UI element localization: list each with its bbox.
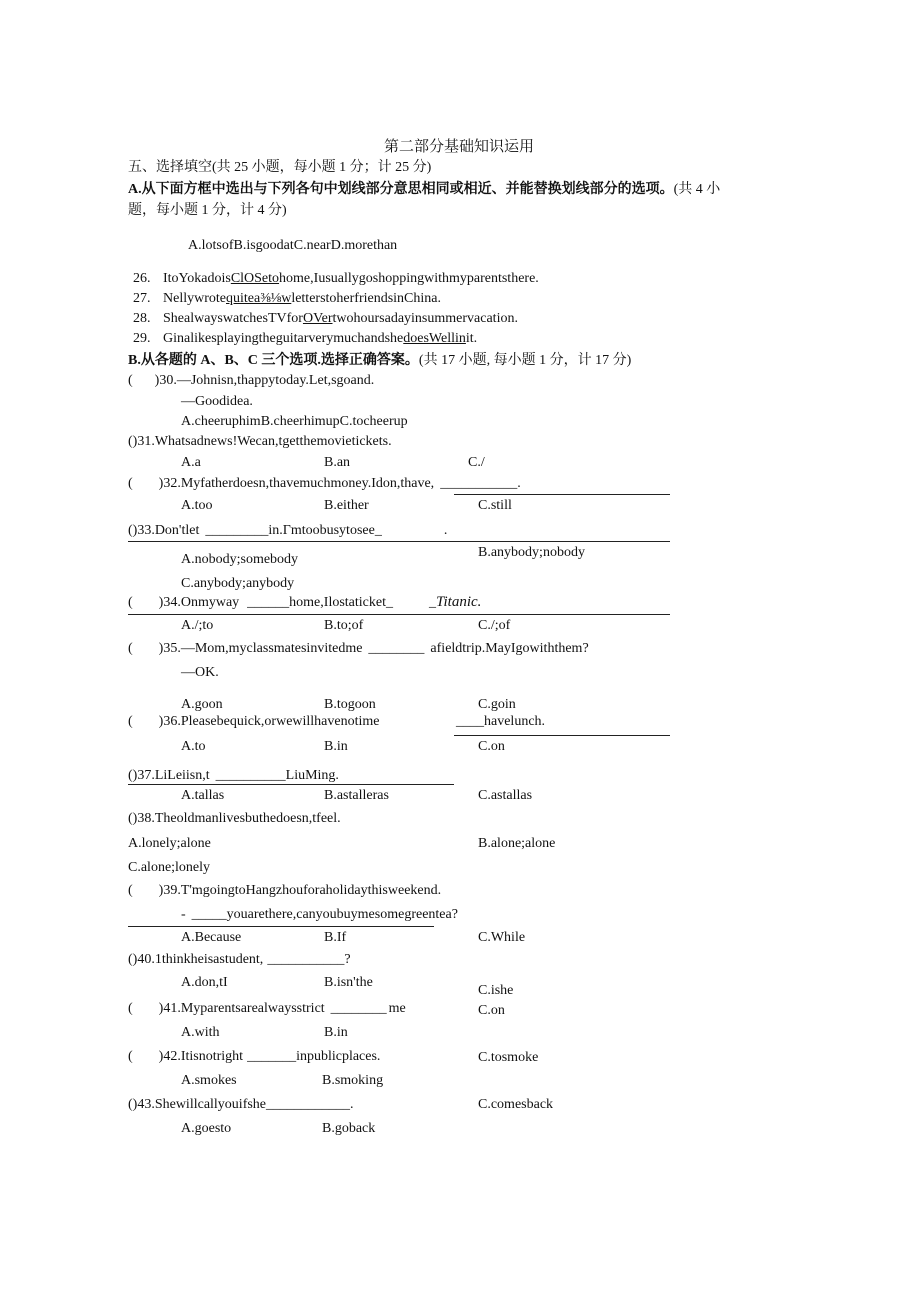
- option-c: C.ishe: [478, 983, 514, 998]
- answer-blank: _________: [205, 523, 269, 538]
- question-28: [133, 310, 518, 328]
- option-c: C.comesback: [478, 1097, 554, 1112]
- section-heading-label: 五、选择填空: [128, 160, 212, 175]
- answer-blank: _: [428, 595, 436, 610]
- question-stem: )35.—Mom,myclassmatesinvitedme: [158, 641, 363, 656]
- answer-paren-close: ): [154, 373, 160, 388]
- question-39-line2: [181, 906, 458, 924]
- underlined-phrase: quitea⅜⅛w: [225, 291, 292, 306]
- question-stem: .: [443, 523, 448, 538]
- answer-blank: ___________?: [267, 952, 351, 967]
- option-a: A.Because: [181, 930, 242, 945]
- question-36: [128, 713, 380, 731]
- question-stem: afieldtrip.MayIgowiththem?: [430, 641, 589, 656]
- answer-paren-open: (: [128, 595, 133, 610]
- question-text: ItoYokadois: [163, 271, 231, 286]
- question-stem: havelunch.: [484, 714, 546, 729]
- part-b-instruction-note: (共 17 小题, 每小题 1 分，计 17 分): [418, 353, 632, 368]
- question-27: [133, 290, 441, 308]
- underlined-phrase: doesWellin: [403, 331, 466, 346]
- option-c: C.anybody;anybody: [181, 576, 295, 591]
- answer-paren-open: (: [128, 373, 133, 388]
- question-stem: 30.—Johnisn,thappytoday.Let,sgoand.: [159, 373, 375, 388]
- answer-paren-open: (: [128, 476, 133, 491]
- question-stem: me: [388, 1001, 406, 1016]
- divider-line: [128, 541, 670, 542]
- part-a-options: A.lotsofB.isgoodatC.nearD.morethan: [188, 238, 398, 253]
- option-b: B.goback: [322, 1121, 376, 1136]
- question-30-options: A.cheeruphimB.cheerhimupC.tocheerup: [181, 414, 408, 429]
- question-35-reply: —OK.: [181, 665, 219, 680]
- question-stem: )36.Pleasebequick,orwewillhavenotime: [158, 714, 380, 729]
- question-stem: in.Γmtoobusytosee_: [268, 523, 382, 538]
- option-a: A.goesto: [181, 1121, 232, 1136]
- option-b: B.If: [324, 930, 347, 945]
- question-33: [128, 522, 447, 540]
- option-a: A.tallas: [181, 788, 225, 803]
- question-text: letterstoherfriendsinChina.: [291, 291, 441, 306]
- option-c: C.on: [478, 1003, 505, 1018]
- option-c: C.tosmoke: [478, 1050, 539, 1065]
- section-heading-note: (共 25 小题，每小题 1 分；计 25 分): [212, 160, 432, 175]
- option-c: C.still: [478, 498, 512, 513]
- question-stem: )34.Onmyway: [158, 595, 240, 610]
- question-text: it.: [465, 331, 478, 346]
- part-b-instructions: [128, 352, 631, 370]
- divider-line: [128, 614, 670, 615]
- question-stem: ()43.Shewillcallyouifshe: [128, 1097, 267, 1112]
- part-b-label: B.: [128, 353, 141, 368]
- question-37: [128, 767, 339, 785]
- question-41: [128, 1000, 406, 1018]
- question-stem: )41.Myparentsarealwaysstrict: [158, 1001, 325, 1016]
- question-stem: LiuMing.: [285, 768, 339, 783]
- section-heading: [128, 159, 431, 177]
- option-c: C./;of: [478, 618, 511, 633]
- question-number: 27.: [133, 291, 151, 306]
- question-stem: )32.Myfatherdoesn,thavemuchmoney.Idon,thave,: [158, 476, 435, 491]
- option-c: C./: [468, 455, 485, 470]
- movie-title: Titanic.: [435, 594, 482, 610]
- question-43: [128, 1096, 354, 1114]
- question-35: [128, 640, 589, 658]
- answer-paren-open: (: [128, 883, 133, 898]
- question-26: [133, 270, 539, 288]
- answer-blank: _____: [191, 907, 227, 922]
- answer-paren-open: (: [128, 1001, 133, 1016]
- answer-blank: _______: [247, 1049, 297, 1064]
- question-31: ()31.Whatsadnews!Wecan,tgetthemovietickets.: [128, 434, 392, 449]
- option-a: A.smokes: [181, 1073, 237, 1088]
- option-b: B.smoking: [322, 1073, 384, 1088]
- question-42: [128, 1048, 380, 1066]
- question-text: ShealwayswatchesTVfor: [163, 311, 303, 326]
- divider-line: [454, 494, 670, 495]
- option-b: B.togoon: [324, 697, 376, 712]
- option-c: C.While: [478, 930, 526, 945]
- question-number: 29.: [133, 331, 151, 346]
- question-29: [133, 330, 477, 348]
- option-a: A.too: [181, 498, 213, 513]
- option-b: B.an: [324, 455, 351, 470]
- option-c: C.astallas: [478, 788, 533, 803]
- option-b: B.either: [324, 498, 369, 513]
- answer-blank: __________: [215, 768, 286, 783]
- option-b: B.isn'the: [324, 975, 373, 990]
- option-a: A./;to: [181, 618, 214, 633]
- answer-paren-open: (: [128, 641, 133, 656]
- question-34: [128, 593, 481, 612]
- question-text: Nellywrote: [163, 291, 226, 306]
- option-b: B.in: [324, 1025, 348, 1040]
- option-a: A.lonely;alone: [128, 836, 211, 851]
- question-39: [128, 882, 441, 900]
- part-a-instruction-line2: 题，每小题 1 分，计 4 分): [128, 203, 287, 218]
- question-text: home,Iusuallygoshoppingwithmyparentsthere.: [279, 271, 539, 286]
- dialogue-dash: -: [181, 907, 186, 922]
- option-a: A.don,tI: [181, 975, 228, 990]
- question-40: [128, 951, 351, 969]
- answer-paren-open: (: [128, 714, 133, 729]
- option-b: B.in: [324, 739, 348, 754]
- answer-blank: ______: [247, 595, 290, 610]
- question-32: [128, 475, 521, 493]
- underlined-phrase: ClOSeto: [230, 271, 280, 286]
- question-text: twohoursadayinsummervacation.: [332, 311, 518, 326]
- part-b-instruction-text: 从各题的 A、B、C 三个选项.选择正确答案。: [140, 353, 419, 368]
- part-a-instruction-text: 从下面方框中选出与下列各句中划线部分意思相同或相近、并能替换划线部分的选项。: [141, 182, 674, 197]
- question-38: ()38.Theoldmanlivesbuthedoesn,tfeel.: [128, 811, 341, 826]
- answer-blank: ____: [456, 714, 484, 729]
- answer-blank: ___________.: [440, 476, 521, 491]
- divider-line: [128, 784, 454, 785]
- question-stem: inpublicplaces.: [296, 1049, 381, 1064]
- option-a: A.nobody;somebody: [181, 552, 299, 567]
- part-a-instructions: [128, 181, 720, 199]
- answer-blank: ________: [368, 641, 425, 656]
- question-stem: ()37.LiLeiisn,t: [128, 768, 210, 783]
- question-stem: )39.T'mgoingtoHangzhouforaholidaythisweekend.: [158, 883, 442, 898]
- question-stem: youarethere,canyoubuymesomegreentea?: [226, 907, 458, 922]
- underlined-phrase: OVer: [302, 311, 333, 326]
- option-b: B.to;of: [324, 618, 364, 633]
- option-c: C.goin: [478, 697, 516, 712]
- part-a-instruction-note: (共 4 小: [673, 182, 721, 197]
- question-stem: ()40.1thinkheisastudent,: [128, 952, 264, 967]
- option-a: A.goon: [181, 697, 223, 712]
- part-a-label: A.: [128, 182, 142, 197]
- answer-blank: ____________.: [266, 1097, 354, 1112]
- answer-paren-open: (: [128, 1049, 133, 1064]
- part-title: 第二部分基础知识运用: [384, 139, 535, 155]
- question-30: [128, 372, 374, 390]
- option-b: B.alone;alone: [478, 836, 556, 851]
- answer-blank: ________: [330, 1001, 387, 1016]
- divider-line: [128, 926, 434, 927]
- option-b: B.astalleras: [324, 788, 389, 803]
- option-b: B.anybody;nobody: [478, 545, 585, 560]
- question-stem: )42.Itisnotright: [158, 1049, 244, 1064]
- option-c: C.alone;lonely: [128, 860, 211, 875]
- question-36-blank: [456, 713, 545, 731]
- question-number: 28.: [133, 311, 151, 326]
- option-a: A.a: [181, 455, 201, 470]
- option-a: A.to: [181, 739, 206, 754]
- option-a: A.with: [181, 1025, 220, 1040]
- question-stem: home,Ilostaticket_: [289, 595, 393, 610]
- question-stem: ()33.Don'tlet: [128, 523, 200, 538]
- question-30-reply: —Goodidea.: [181, 394, 253, 409]
- divider-line: [454, 735, 670, 736]
- option-c: C.on: [478, 739, 505, 754]
- question-text: Ginalikesplayingtheguitarverymuchandshe: [163, 331, 404, 346]
- question-number: 26.: [133, 271, 151, 286]
